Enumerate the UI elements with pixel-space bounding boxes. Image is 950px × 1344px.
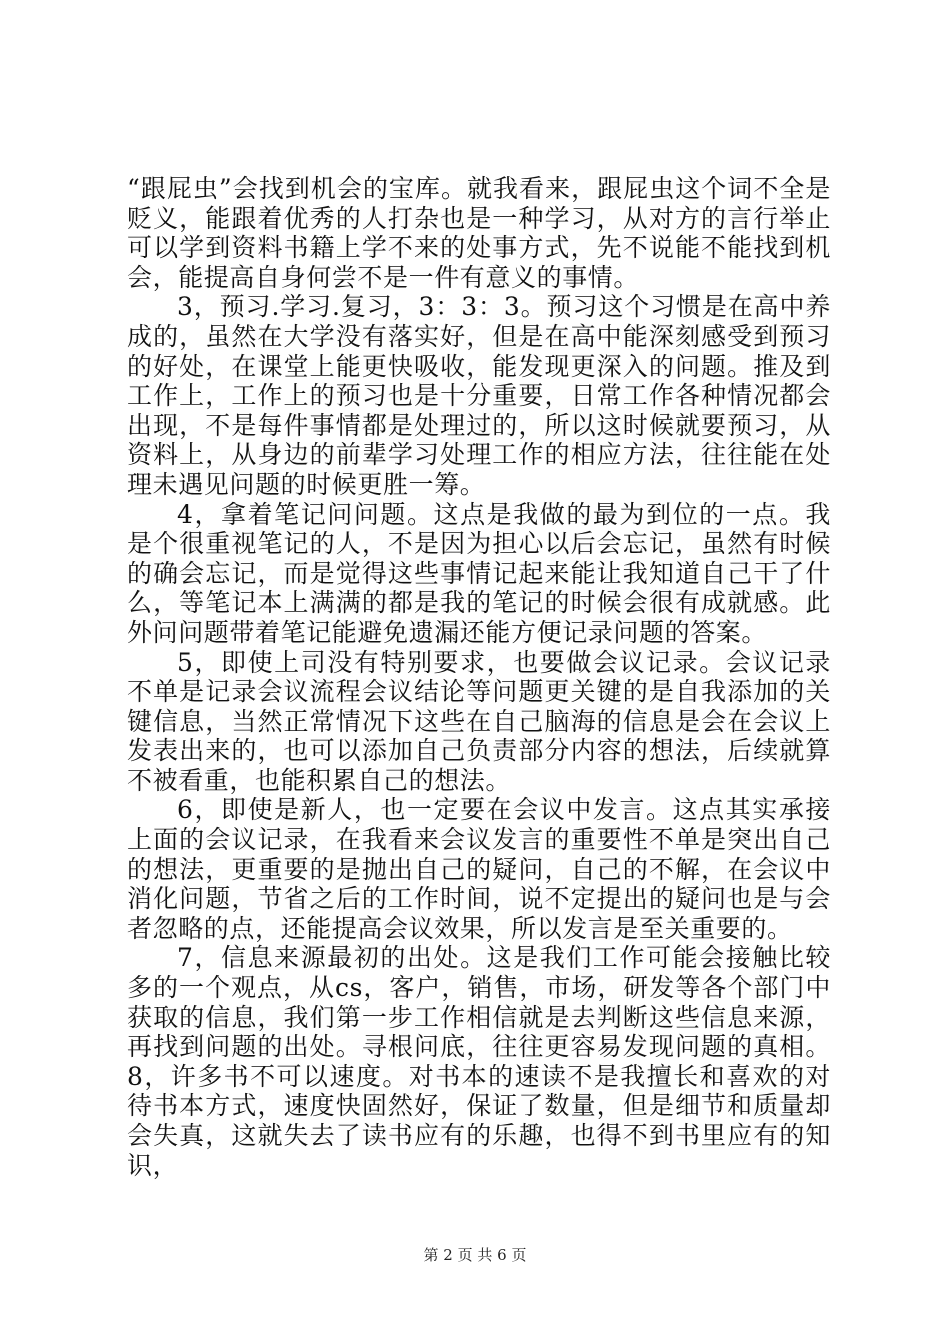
- paragraph-continuation: “跟屁虫”会找到机会的宝库。就我看来，跟屁虫这个词不全是贬义，能跟着优秀的人打杂也是一种学习，从对方的言行举止可以学到资料书籍上学不来的处事方式，先不说能不能找到机会，能提高自身何尝不是一件有意义的事情。: [127, 174, 831, 292]
- paragraph-point-6: 6，即使是新人，也一定要在会议中发言。这点其实承接上面的会议记录，在我看来会议发言的重要性不单是突出自己的想法，更重要的是抛出自己的疑问，自己的不解，在会议中消化问题，节省之后的工作时间，说不定提出的疑问也是与会者忽略的点，还能提高会议效果，所以发言是至关重要的。: [127, 795, 831, 943]
- document-body: [127, 174, 831, 1180]
- page-footer: 第 2 页 共 6 页: [423, 1246, 527, 1264]
- paragraph-point-7: 7，信息来源最初的出处。这是我们工作可能会接触比较多的一个观点，从cs，客户，销售，市场，研发等各个部门中获取的信息，我们第一步工作相信就是去判断这些信息来源，再找到问题的出处。寻根问底，往往更容易发现问题的真相。8，许多书不可以速度。对书本的速读不是我擅长和喜欢的对待书本方式，速度快固然好，保证了数量，但是细节和质量却会失真，这就失去了读书应有的乐趣，也得不到书里应有的知识，: [127, 943, 831, 1180]
- paragraph-point-5: 5，即使上司没有特别要求，也要做会议记录。会议记录不单是记录会议流程会议结论等问题更关键的是自我添加的关键信息，当然正常情况下这些在自己脑海的信息是会在会议上发表出来的，也可以添加自己负责部分内容的想法，后续就算不被看重，也能积累自己的想法。: [127, 647, 831, 795]
- paragraph-point-4: 4，拿着笔记问问题。这点是我做的最为到位的一点。我是个很重视笔记的人，不是因为担心以后会忘记，虽然有时候的确会忘记，而是觉得这些事情记起来能让我知道自己干了什么，等笔记本上满满的都是我的笔记的时候会很有成就感。此外问问题带着笔记能避免遗漏还能方便记录问题的答案。: [127, 499, 831, 647]
- paragraph-point-3: 3，预习.学习.复习，3：3：3。预习这个习惯是在高中养成的，虽然在大学没有落实好，但是在高中能深刻感受到预习的好处，在课堂上能更快吸收，能发现更深入的问题。推及到工作上，工作上的预习也是十分重要，日常工作各种情况都会出现，不是每件事情都是处理过的，所以这时候就要预习，从资料上，从身边的前辈学习处理工作的相应方法，往往能在处理未遇见问题的时候更胜一筹。: [127, 292, 831, 499]
